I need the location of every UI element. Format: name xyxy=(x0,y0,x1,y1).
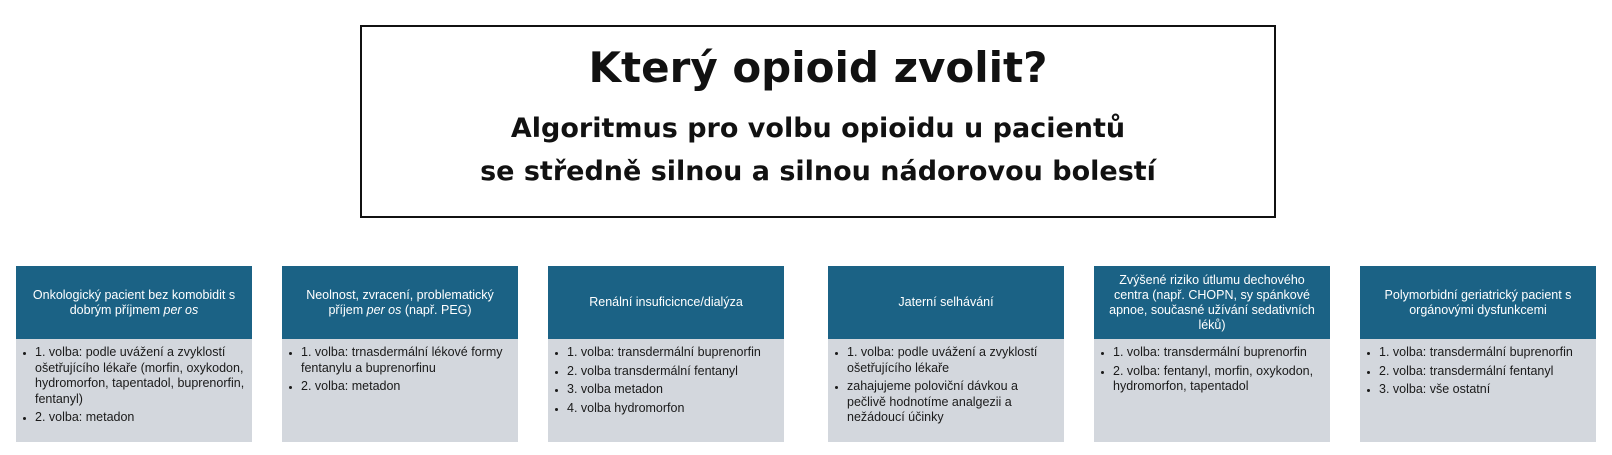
list-item: • 2. volba transdermální fentanyl xyxy=(567,364,778,380)
column-liver-failure xyxy=(828,266,1064,442)
heading-text: Renální insuficicnce/dialýza xyxy=(589,295,743,309)
column-body xyxy=(16,339,252,442)
list-item: • 2. volba: transdermální fentanyl xyxy=(1379,364,1590,380)
heading-emphasis: per os xyxy=(366,302,402,317)
list-item: • 1. volba: podle uvážení a zvyklostí ošetřujícího lékaře xyxy=(847,345,1058,376)
list-item: • 2. volba: metadon xyxy=(301,379,512,395)
column-body xyxy=(548,339,784,442)
column-heading xyxy=(828,266,1064,339)
column-body xyxy=(828,339,1064,442)
diagram-subtitle xyxy=(362,107,1274,193)
column-respiratory-risk xyxy=(1094,266,1330,442)
list-item: • 4. volba hydromorfon xyxy=(567,401,778,417)
column-body xyxy=(1360,339,1596,442)
title-box xyxy=(360,25,1276,218)
column-heading xyxy=(1360,266,1596,339)
column-nausea-vomiting xyxy=(282,266,518,442)
list-item: • 1. volba: transdermální buprenorfin xyxy=(567,345,778,361)
heading-text: Zvýšené riziko útlumu dechového centra (např. CHOPN, sy spánkové apnoe, současné užívání sedativních léků) xyxy=(1109,272,1315,332)
heading-text: Onkologický pacient bez komobidit s dobrým příjmem xyxy=(32,287,236,317)
column-heading xyxy=(1094,266,1330,339)
list-item: • zahajujeme poloviční dávkou a pečlivě hodnotíme analgezii a nežádoucí účinky xyxy=(847,379,1058,426)
heading-emphasis: per os xyxy=(163,302,199,317)
heading-text-suffix: (např. PEG) xyxy=(401,302,472,317)
heading-text: Neolnost, zvracení, problematický příjem xyxy=(306,287,494,317)
list-item: • 1. volba: podle uvážení a zvyklostí ošetřujícího lékaře (morfin, oxykodon, hydromorfon, tapentadol, buprenorfin, fentanyl) xyxy=(35,345,246,407)
list-item: • 1. volba: transdermální buprenorfin xyxy=(1113,345,1324,361)
diagram-title: Který opioid zvolit? xyxy=(588,43,1048,92)
list-item: • 2. volba: metadon xyxy=(35,410,246,426)
list-item: • 3. volba metadon xyxy=(567,382,778,398)
column-body xyxy=(1094,339,1330,442)
heading-text: Polymorbidní geriatrický pacient s orgánovými dysfunkcemi xyxy=(1384,287,1572,317)
column-heading xyxy=(16,266,252,339)
column-oncology-no-comorbidity xyxy=(16,266,252,442)
list-item: • 3. volba: vše ostatní xyxy=(1379,382,1590,398)
list-item: • 1. volba: transdermální buprenorfin xyxy=(1379,345,1590,361)
list-item: • 2. volba: fentanyl, morfin, oxykodon, hydromorfon, tapentadol xyxy=(1113,364,1324,395)
column-geriatric-polymorbid xyxy=(1360,266,1596,442)
subtitle-line-1: Algoritmus pro volbu opioidu u pacientů xyxy=(510,113,1126,145)
subtitle-line-2: se středně silnou a silnou nádorovou bolestí xyxy=(480,156,1156,188)
column-body xyxy=(282,339,518,442)
list-item: • 1. volba: trnasdermální lékové formy fentanylu a buprenorfinu xyxy=(301,345,512,376)
heading-text: Jaterní selhávání xyxy=(898,295,994,309)
column-heading xyxy=(282,266,518,339)
column-heading xyxy=(548,266,784,339)
column-renal-insufficiency xyxy=(548,266,784,442)
